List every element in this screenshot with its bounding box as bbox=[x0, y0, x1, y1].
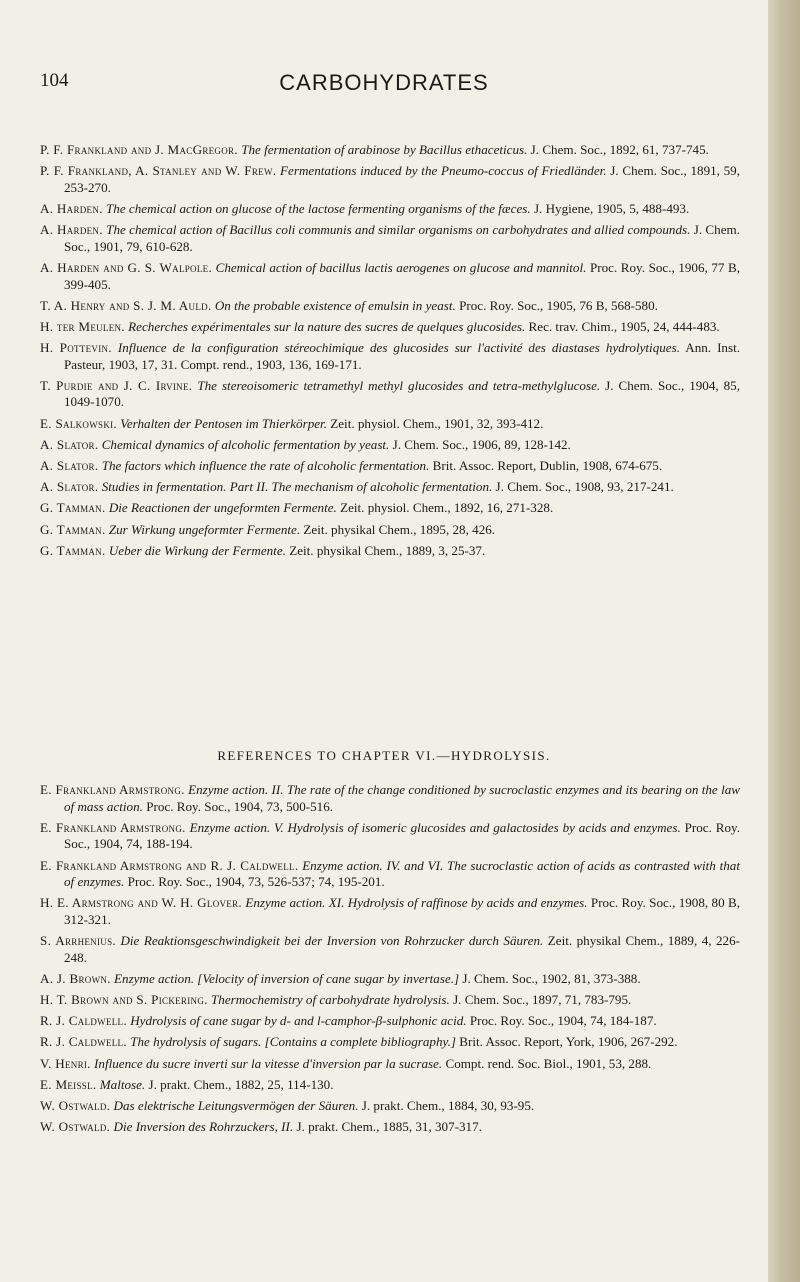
reference-entry bbox=[40, 1119, 740, 1136]
reference-source: Zeit. physikal Chem., 1889, 3, 25-37. bbox=[289, 542, 486, 558]
reference-entry bbox=[40, 340, 740, 373]
page-edge bbox=[768, 0, 800, 1282]
reference-title: Zur Wirkung ungeformter Fermente. bbox=[108, 521, 301, 537]
reference-title: Die Reaktionsgeschwindigkeit bei der Inversion von Rohrzucker durch Säuren. bbox=[120, 933, 544, 949]
reference-entry bbox=[40, 971, 740, 988]
reference-title: Thermochemistry of carbohydrate hydrolysis. bbox=[210, 992, 450, 1008]
reference-entry bbox=[40, 319, 740, 336]
reference-source: Brit. Assoc. Report, Dublin, 1908, 674-675. bbox=[432, 458, 663, 474]
reference-title: The fermentation of arabinose by Bacillus ethaceticus. bbox=[241, 142, 528, 157]
reference-title: The stereoisomeric tetramethyl methyl glucosides and tetra-methylglucose. bbox=[197, 377, 601, 393]
reference-title: Ueber die Wirkung der Fermente. bbox=[108, 542, 286, 558]
reference-entry bbox=[40, 500, 740, 517]
reference-title: Studies in fermentation. Part II. The mechanism of alcoholic fermentation. bbox=[101, 479, 493, 495]
reference-entry bbox=[40, 522, 740, 539]
reference-author: H. E. Armstrong and W. H. Glover. bbox=[40, 895, 242, 911]
reference-entry bbox=[40, 1077, 740, 1094]
reference-source: Proc. Roy. Soc., 1905, 76 B, 568-580. bbox=[459, 297, 658, 313]
reference-author: T. A. Henry and S. J. M. Auld. bbox=[40, 297, 212, 313]
reference-title: Fermentations induced by the Pneumo-coccus of Friedländer. bbox=[280, 163, 607, 179]
reference-source: Brit. Assoc. Report, York, 1906, 267-292. bbox=[459, 1034, 678, 1050]
reference-source: Proc. Roy. Soc., 1908, 80 B, 312-321. bbox=[64, 895, 741, 927]
reference-source: Proc. Roy. Soc., 1904, 74, 184-187. bbox=[469, 1013, 657, 1029]
reference-source: J. Chem. Soc., 1892, 61, 737-745. bbox=[530, 142, 709, 157]
reference-source: Compt. rend. Soc. Biol., 1901, 53, 288. bbox=[445, 1055, 652, 1071]
reference-title: The hydrolysis of sugars. [Contains a complete bibliography.] bbox=[130, 1034, 456, 1050]
reference-author: A. Harden. bbox=[40, 222, 103, 238]
reference-entry bbox=[40, 1056, 740, 1073]
reference-entry bbox=[40, 1098, 740, 1115]
reference-entry bbox=[40, 378, 740, 411]
reference-entry bbox=[40, 479, 740, 496]
reference-title: Chemical action of bacillus lactis aerogenes on glucose and mannitol. bbox=[215, 259, 587, 275]
reference-source: Proc. Roy. Soc., 1906, 77 B, 399-405. bbox=[64, 259, 740, 292]
reference-source: J. Chem. Soc., 1902, 81, 373-388. bbox=[462, 970, 641, 986]
reference-entry bbox=[40, 458, 740, 475]
reference-entry bbox=[40, 298, 740, 315]
reference-entry bbox=[40, 858, 740, 891]
reference-entry bbox=[40, 416, 740, 433]
reference-author: E. Frankland Armstrong. bbox=[40, 819, 186, 835]
reference-source: J. Chem. Soc., 1904, 85, 1049-1070. bbox=[64, 377, 740, 410]
reference-author: A. Slator. bbox=[40, 479, 99, 495]
reference-author: A. Slator. bbox=[40, 458, 99, 474]
reference-author: A. Harden and G. S. Walpole. bbox=[40, 259, 213, 275]
reference-entry bbox=[40, 782, 740, 815]
reference-source: Rec. trav. Chim., 1905, 24, 444-483. bbox=[528, 318, 720, 334]
reference-author: E. Meissl. bbox=[40, 1076, 97, 1092]
reference-source: J. prakt. Chem., 1884, 30, 93-95. bbox=[361, 1098, 535, 1114]
reference-entry bbox=[40, 1034, 740, 1051]
reference-entry bbox=[40, 142, 740, 159]
reference-title: Recherches expérimentales sur la nature des sucres de quelques glucosides. bbox=[128, 318, 526, 334]
reference-source: Zeit. physiol. Chem., 1901, 32, 393-412. bbox=[330, 415, 544, 431]
reference-author: E. Frankland Armstrong. bbox=[40, 782, 185, 797]
reference-entry bbox=[40, 163, 740, 196]
reference-author: E. Salkowski. bbox=[40, 415, 117, 431]
reference-source: J. prakt. Chem., 1885, 31, 307-317. bbox=[296, 1119, 482, 1135]
reference-author: S. Arrhenius. bbox=[40, 933, 116, 949]
reference-author: V. Henri. bbox=[40, 1055, 91, 1071]
reference-title: Die Inversion des Rohrzuckers, II. bbox=[113, 1119, 294, 1135]
section-heading: REFERENCES TO CHAPTER VI.—HYDROLYSIS. bbox=[217, 748, 551, 763]
reference-author: W. Ostwald. bbox=[40, 1098, 111, 1114]
reference-author: P. F. Frankland, A. Stanley and W. Frew. bbox=[40, 163, 277, 179]
reference-entry bbox=[40, 260, 740, 293]
reference-title: Enzyme action. V. Hydrolysis of isomeric glucosides and galactosides by acids and enzymes. bbox=[189, 819, 681, 835]
reference-entry bbox=[40, 933, 740, 966]
reference-title: Das elektrische Leitungsvermögen der Säuren. bbox=[113, 1098, 359, 1114]
reference-author: A. J. Brown. bbox=[40, 970, 111, 986]
reference-author: R. J. Caldwell. bbox=[40, 1034, 127, 1050]
reference-title: Influence du sucre inverti sur la vitesse d'inversion par la sucrase. bbox=[94, 1055, 443, 1071]
reference-title: Enzyme action. IV. and VI. The sucroclastic action of acids as contrasted with that of enzymes. bbox=[64, 857, 740, 890]
reference-entry bbox=[40, 895, 740, 928]
reference-title: Die Reactionen der ungeformten Fermente. bbox=[108, 500, 337, 516]
reference-author: E. Frankland Armstrong and R. J. Caldwell. bbox=[40, 857, 299, 873]
reference-source: Proc. Roy. Soc., 1904, 73, 526-537; 74, 195-201. bbox=[127, 874, 385, 890]
reference-source: Zeit. physikal Chem., 1895, 28, 426. bbox=[303, 521, 496, 537]
reference-title: Hydrolysis of cane sugar by d- and l-camphor-β-sulphonic acid. bbox=[130, 1013, 467, 1029]
reference-author: W. Ostwald. bbox=[40, 1119, 111, 1135]
reference-entry bbox=[40, 201, 740, 218]
reference-list-hydrolysis bbox=[40, 782, 740, 1140]
reference-entry bbox=[40, 543, 740, 560]
page-header bbox=[0, 70, 768, 110]
reference-title: On the probable existence of emulsin in yeast. bbox=[214, 297, 456, 313]
reference-author: H. Pottevin. bbox=[40, 340, 112, 356]
reference-title: The chemical action of Bacillus coli communis and similar organisms on carbohydrates and allied compounds. bbox=[106, 222, 691, 238]
reference-title: Chemical dynamics of alcoholic fermentation by yeast. bbox=[101, 436, 390, 452]
reference-source: Zeit. physiol. Chem., 1892, 16, 271-328. bbox=[340, 500, 554, 516]
reference-entry bbox=[40, 437, 740, 454]
reference-title: Verhalten der Pentosen im Thierkörper. bbox=[120, 415, 327, 431]
reference-author: G. Tamman. bbox=[40, 521, 106, 537]
reference-source: J. Chem. Soc., 1901, 79, 610-628. bbox=[64, 222, 740, 254]
page-number: 104 bbox=[40, 70, 69, 91]
reference-title: Enzyme action. XI. Hydrolysis of raffinose by acids and enzymes. bbox=[245, 895, 588, 911]
reference-author: H. ter Meulen. bbox=[40, 318, 125, 334]
reference-source: Proc. Roy. Soc., 1904, 74, 188-194. bbox=[64, 819, 740, 852]
reference-author: H. T. Brown and S. Pickering. bbox=[40, 992, 208, 1008]
reference-list-top bbox=[40, 142, 740, 564]
reference-title: Maltose. bbox=[99, 1076, 146, 1092]
reference-author: A. Slator. bbox=[40, 436, 99, 452]
reference-title: Enzyme action. [Velocity of inversion of cane sugar by invertase.] bbox=[114, 970, 460, 986]
reference-author: G. Tamman. bbox=[40, 542, 106, 558]
reference-source: J. Chem. Soc., 1891, 59, 253-270. bbox=[64, 163, 740, 195]
reference-title: Enzyme action. II. The rate of the change conditioned by sucroclastic enzymes and its bearing on the law of mass action. bbox=[64, 782, 741, 814]
reference-source: J. Chem. Soc., 1897, 71, 783-795. bbox=[453, 992, 632, 1008]
running-title: CARBOHYDRATES bbox=[279, 70, 489, 95]
reference-source: Proc. Roy. Soc., 1904, 73, 500-516. bbox=[146, 798, 334, 814]
reference-entry bbox=[40, 1013, 740, 1030]
reference-source: Zeit. physikal Chem., 1889, 4, 226-248. bbox=[64, 933, 740, 965]
reference-entry bbox=[40, 992, 740, 1009]
reference-source: J. Hygiene, 1905, 5, 488-493. bbox=[533, 200, 690, 216]
reference-title: Influence de la configuration stéreochimique des glucosides sur l'activité des diastases hydrolytiques. bbox=[117, 340, 680, 356]
reference-author: P. F. Frankland and J. MacGregor. bbox=[40, 142, 238, 157]
reference-author: R. J. Caldwell. bbox=[40, 1013, 127, 1029]
reference-source: Ann. Inst. Pasteur, 1903, 17, 31. Compt. rend., 1903, 136, 169-171. bbox=[64, 340, 740, 372]
reference-author: A. Harden. bbox=[40, 200, 103, 216]
reference-entry bbox=[40, 820, 740, 853]
reference-source: J. Chem. Soc., 1906, 89, 128-142. bbox=[392, 436, 571, 452]
reference-entry bbox=[40, 222, 740, 255]
reference-author: G. Tamman. bbox=[40, 500, 106, 516]
reference-title: The factors which influence the rate of alcoholic fermentation. bbox=[101, 458, 430, 474]
reference-author: T. Purdie and J. C. Irvine. bbox=[40, 377, 193, 393]
reference-title: The chemical action on glucose of the lactose fermenting organisms of the fæces. bbox=[106, 200, 531, 216]
reference-source: J. Chem. Soc., 1908, 93, 217-241. bbox=[495, 479, 674, 495]
reference-source: J. prakt. Chem., 1882, 25, 114-130. bbox=[148, 1076, 334, 1092]
